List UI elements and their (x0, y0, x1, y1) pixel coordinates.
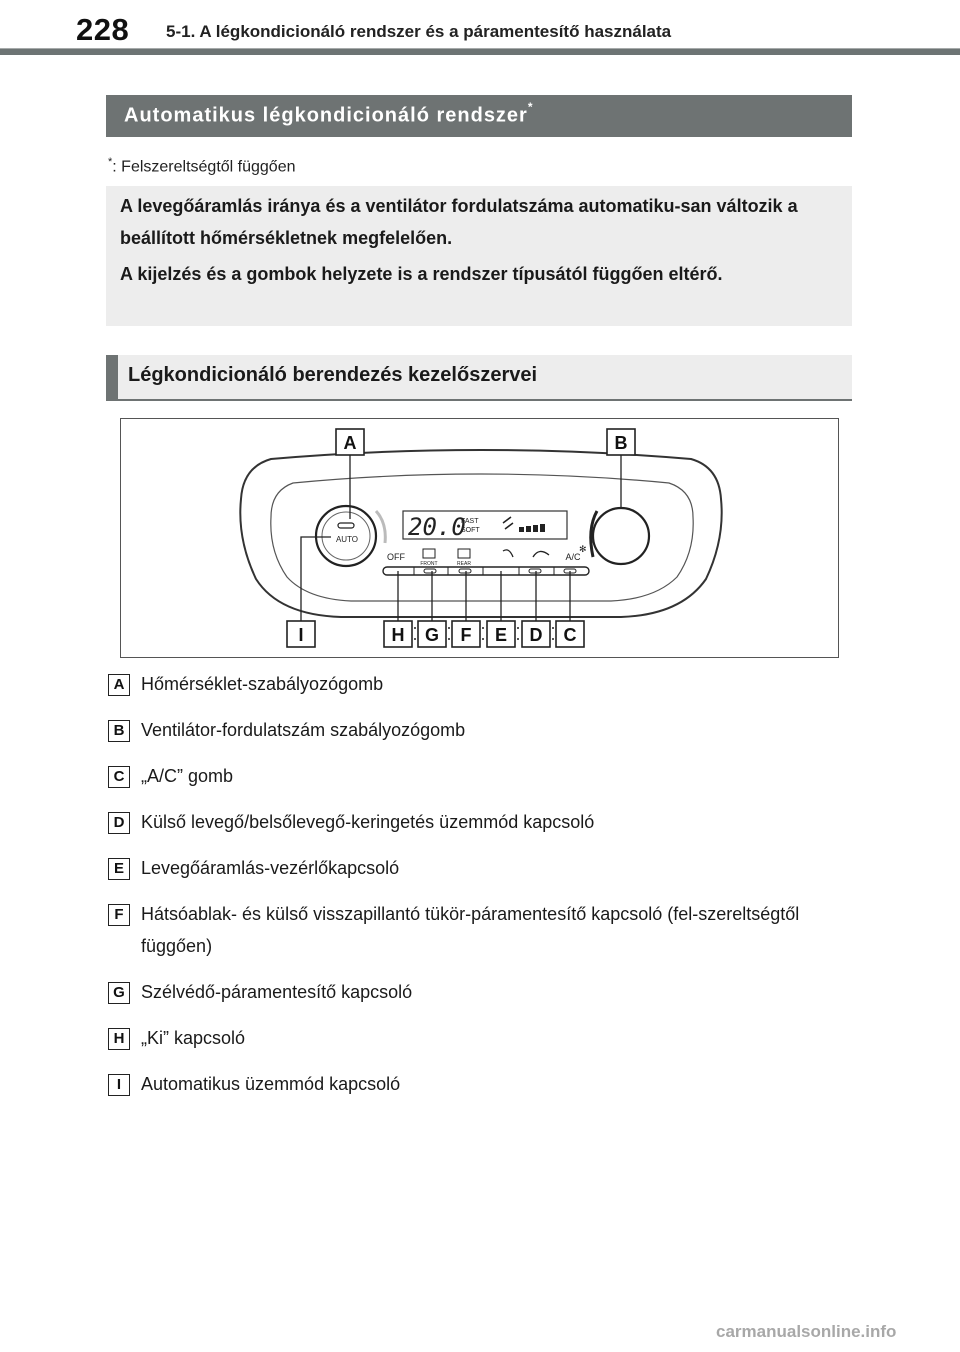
section-heading-bar (106, 355, 118, 399)
airflow-mode-icon (503, 550, 513, 557)
intro-paragraph-1: A levegőáramlás iránya és a ventilátor fordulatszáma automatiku-san változik a beállított hőmérsékletnek megfelelően. (120, 196, 798, 248)
section-heading-label: Légkondicionáló berendezés kezelőszervei (128, 364, 538, 386)
legend-text-g: Szélvédő-páramentesítő kapcsoló (141, 982, 413, 1002)
button-separators (414, 567, 554, 575)
callout-h-label: H (391, 625, 405, 645)
header-rule (0, 48, 960, 55)
intro-box (106, 186, 852, 326)
legend-badge-d: D (108, 812, 130, 834)
rear-defrost-icon (458, 549, 470, 558)
fan-speed-knob (593, 508, 649, 564)
callout-b-label: B (614, 433, 628, 453)
intro-paragraph-2: A kijelzés és a gombok helyzete is a rendszer típusától függően eltérő. (120, 264, 723, 284)
callout-b (607, 429, 635, 455)
legend-badge-g: G (108, 982, 130, 1004)
legend-badge-i: I (108, 1074, 130, 1096)
display-fast: FAST (461, 518, 479, 525)
legend-text-c: „A/C” gomb (141, 766, 234, 786)
callout-g (418, 621, 446, 647)
callout-e (487, 621, 515, 647)
callout-i (287, 621, 315, 647)
page-title-text: Automatikus légkondicionáló rendszer (124, 104, 528, 127)
recirc-button-indicator (529, 569, 541, 573)
legend-badge-f: F (108, 904, 130, 926)
front-defrost-icon (423, 549, 435, 558)
rear-button-indicator (459, 569, 471, 573)
callout-e-label: E (494, 625, 508, 645)
callout-h (384, 621, 412, 647)
legend-text-b: Ventilátor-fordulatszám szabályozógomb (141, 720, 466, 740)
page-title (124, 100, 534, 128)
footnote-mark: * (108, 156, 113, 168)
legend-badge-a: A (108, 674, 130, 696)
callout-d (522, 621, 550, 647)
display-temperature: 20.0 (408, 513, 466, 541)
legend-badge-h: H (108, 1028, 130, 1050)
ac-label: A/C (565, 552, 581, 562)
legend-text-f: Hátsóablak- és külső visszapillantó tükör-páramentesítő kapcsoló (fel-szereltségtől függően) (141, 904, 800, 956)
legend-text-i: Automatikus üzemmód kapcsoló (141, 1074, 401, 1094)
title-bar (106, 95, 852, 137)
running-head: 5-1. A légkondicionáló rendszer és a páramentesítő használata (166, 22, 672, 41)
front-button-indicator (424, 569, 436, 573)
callout-f-label: F (460, 625, 472, 645)
footnote-text: : Felszereltségtől függően (112, 158, 296, 176)
callout-g-label: G (424, 625, 440, 645)
section-heading (106, 355, 852, 401)
legend-badge-c: C (108, 766, 130, 788)
fan-icon: ✻ (579, 544, 587, 554)
legend-badge-e: E (108, 858, 130, 880)
temperature-scale-arc (376, 511, 385, 543)
callout-a (336, 429, 364, 455)
legend-text-d: Külső levegő/belsőlevegő-keringetés üzemmód kapcsoló (141, 812, 595, 832)
legend-text-a: Hőmérséklet-szabályozógomb (141, 674, 384, 694)
callout-f (452, 621, 480, 647)
rear-label: REAR (457, 561, 471, 567)
callout-c (556, 621, 584, 647)
front-label: FRONT (420, 561, 438, 567)
callout-i-label: I (298, 625, 304, 645)
page-number: 228 (76, 12, 130, 47)
callout-a-label: A (343, 433, 357, 453)
display-soft: SOFT (461, 527, 480, 534)
legend-text-h: „Ki” kapcsoló (141, 1028, 246, 1048)
recirculation-icon (533, 551, 549, 557)
page-title-mark: * (527, 100, 534, 114)
callout-d-label: D (529, 625, 543, 645)
legend-badge-b: B (108, 720, 130, 742)
watermark: carmanualsonline.info (716, 1322, 897, 1341)
control-panel-figure (120, 418, 839, 658)
off-label: OFF (387, 552, 405, 562)
control-panel-illustration (121, 419, 840, 659)
auto-label: AUTO (335, 535, 359, 544)
callout-c-label: C (563, 625, 577, 645)
footnote (108, 156, 296, 176)
legend-text-e: Levegőáramlás-vezérlőkapcsoló (141, 858, 400, 878)
